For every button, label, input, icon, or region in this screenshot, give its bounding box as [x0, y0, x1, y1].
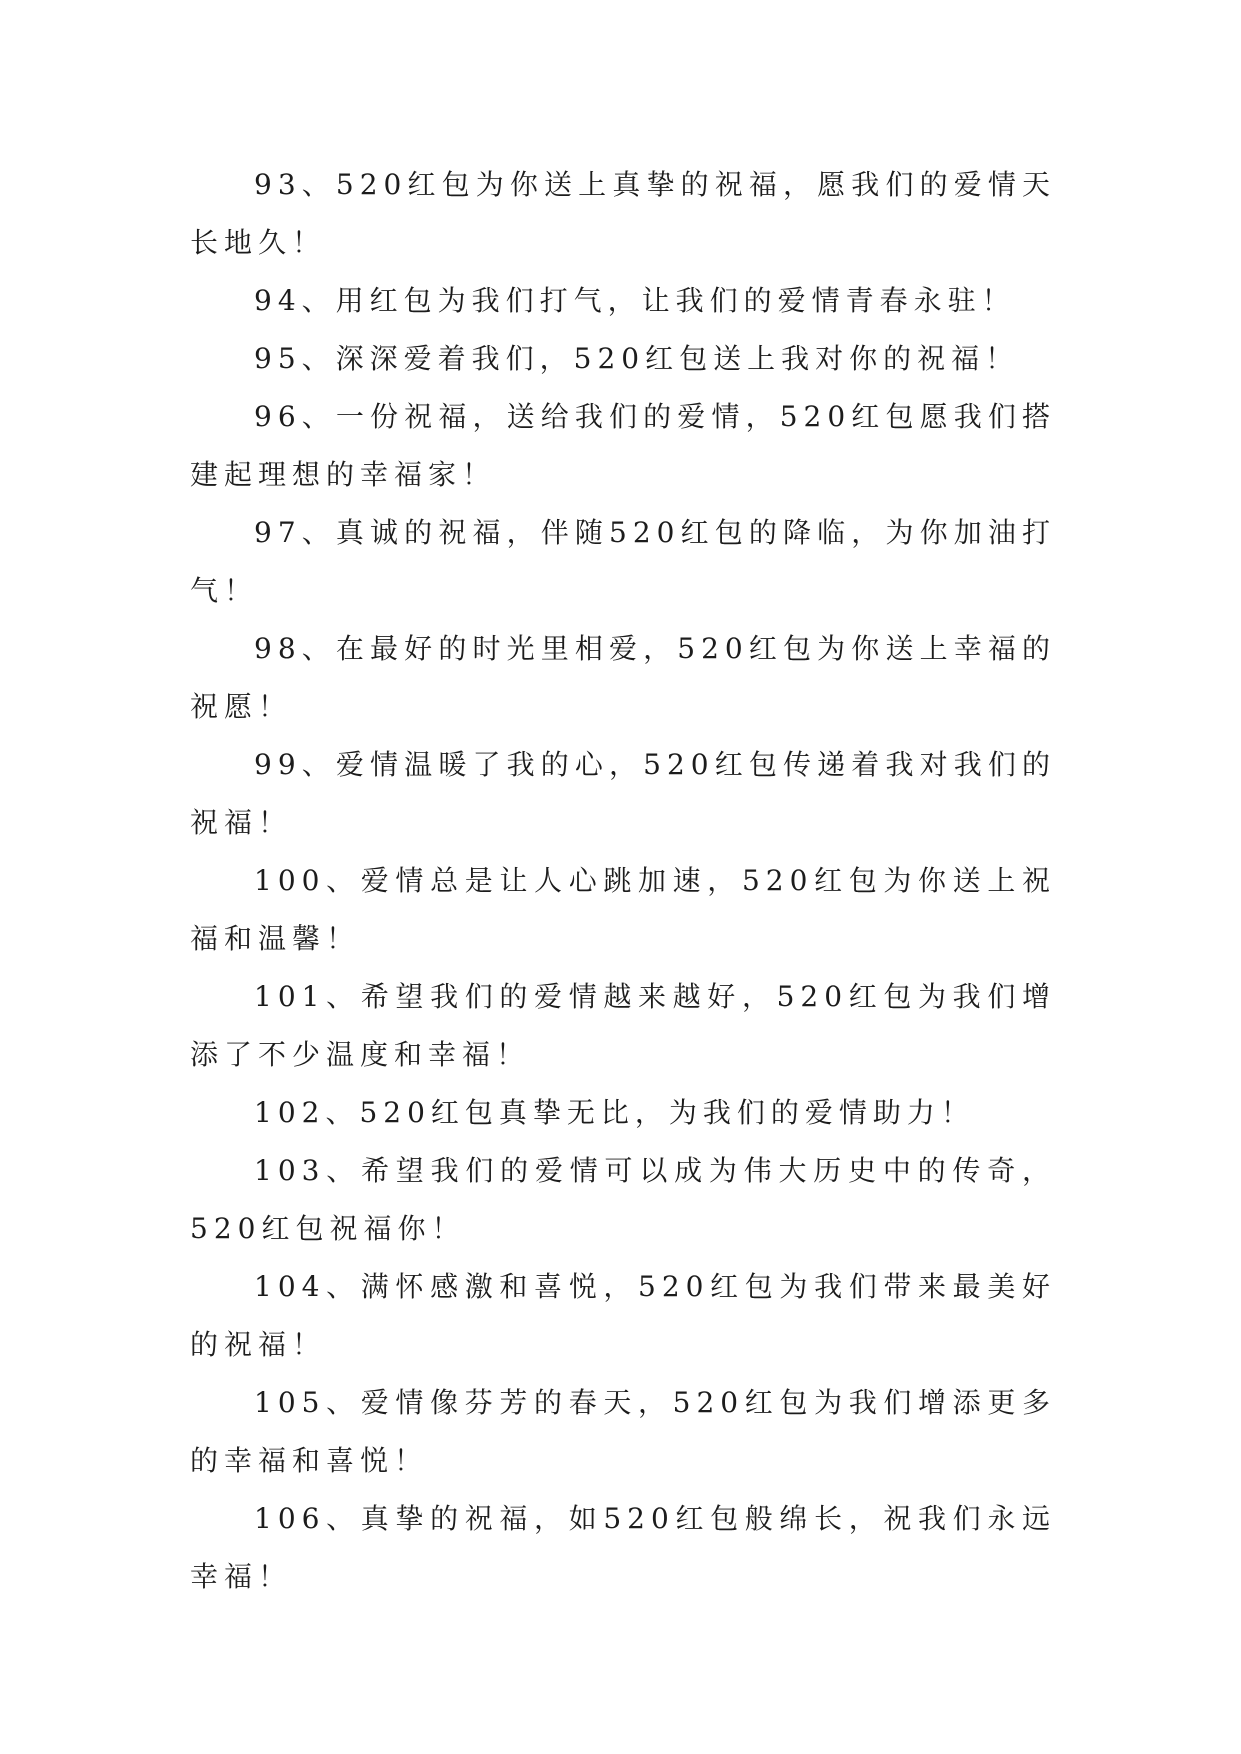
paragraph-95: 95、深深爱着我们，520红包送上我对你的祝福！: [254, 342, 1020, 375]
paragraph-98: 98、在最好的时光里相爱，520红包为你送上幸福的祝愿！: [190, 632, 1056, 723]
paragraph-97: 97、真诚的祝福，伴随520红包的降临，为你加油打气！: [190, 516, 1056, 607]
paragraph-96: 96、一份祝福，送给我们的爱情，520红包愿我们搭建起理想的幸福家！: [190, 400, 1056, 491]
paragraph-93: 93、520红包为你送上真挚的祝福，愿我们的爱情天长地久！: [190, 168, 1056, 259]
paragraph-103: 103、希望我们的爱情可以成为伟大历史中的传奇，520红包祝福你！: [190, 1154, 1056, 1245]
paragraph-105: 105、爱情像芬芳的春天，520红包为我们增添更多的幸福和喜悦！: [190, 1386, 1056, 1477]
paragraph-94: 94、用红包为我们打气，让我们的爱情青春永驻！: [254, 284, 1016, 317]
paragraph-101: 101、希望我们的爱情越来越好，520红包为我们增添了不少温度和幸福！: [190, 980, 1056, 1071]
paragraph-102: 102、520红包真挚无比，为我们的爱情助力！: [254, 1096, 975, 1129]
paragraph-100: 100、爱情总是让人心跳加速，520红包为你送上祝福和温馨！: [190, 864, 1056, 955]
paragraph-99: 99、爱情温暖了我的心，520红包传递着我对我们的祝福！: [190, 748, 1056, 839]
paragraph-104: 104、满怀感激和喜悦，520红包为我们带来最美好的祝福！: [190, 1270, 1056, 1361]
paragraph-106: 106、真挚的祝福，如520红包般绵长，祝我们永远幸福！: [190, 1502, 1056, 1593]
document-body: [190, 156, 1056, 1606]
